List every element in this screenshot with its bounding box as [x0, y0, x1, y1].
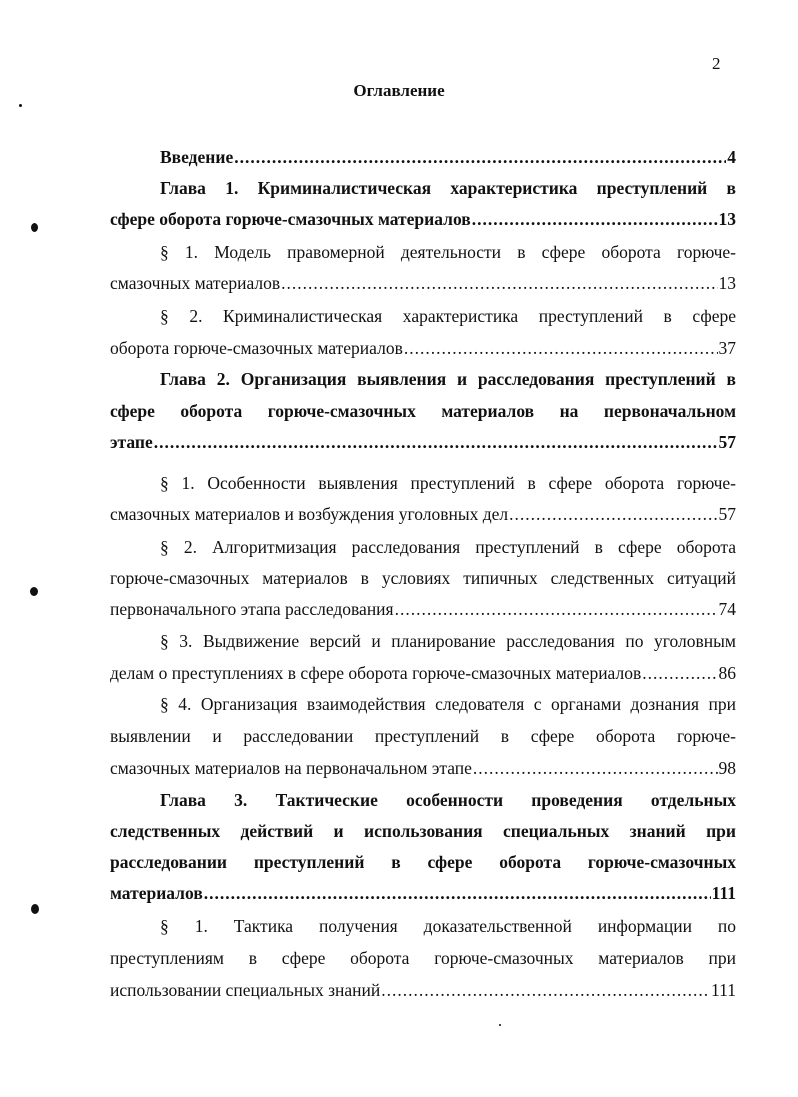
- dot-leader: [281, 272, 717, 294]
- scan-speck: [499, 1024, 501, 1026]
- toc-page-number: 13: [718, 209, 736, 229]
- dot-leader: [404, 337, 718, 359]
- toc-page-number: 4: [727, 147, 736, 167]
- dot-leader: [472, 208, 718, 230]
- dot-leader: [473, 757, 718, 779]
- toc-line: § 2. Криминалистическая характеристика преступлений в сфере: [160, 306, 736, 326]
- toc-line: горюче-смазочных материалов в условиях типичных следственных ситуаций: [110, 568, 736, 588]
- toc-page-number: 57: [718, 432, 736, 452]
- toc-line-last: [110, 431, 736, 453]
- toc-line: Глава 2. Организация выявления и расследования преступлений в: [160, 369, 736, 389]
- toc-line: выявлении и расследовании преступлений в сфере оборота горюче-: [110, 726, 736, 746]
- toc-entry-title: делам о преступлениях в сфере оборота горюче-смазочных материалов: [110, 663, 642, 683]
- toc-line-last: [110, 757, 736, 779]
- binder-hole-mark: [31, 904, 39, 914]
- toc-line-last: [110, 337, 736, 359]
- toc-line: Глава 1. Криминалистическая характеристика преступлений в: [160, 178, 736, 198]
- toc-entry-title: оборота горюче-смазочных материалов: [110, 338, 403, 358]
- dot-leader: [642, 662, 717, 684]
- toc-line: § 3. Выдвижение версий и планирование расследования по уголовным: [160, 631, 736, 651]
- toc-page-number: 57: [718, 504, 736, 524]
- toc-page-number: 98: [718, 758, 736, 778]
- toc-page-number: 74: [718, 599, 736, 619]
- toc-entry-title: использовании специальных знаний: [110, 980, 381, 1000]
- toc-page-number: 13: [718, 273, 736, 293]
- page-number: 2: [712, 54, 721, 73]
- binder-hole-mark: [31, 223, 38, 232]
- toc-page-number: 37: [718, 338, 736, 358]
- toc-entry-title: Введение: [160, 147, 234, 167]
- dot-leader: [395, 598, 718, 620]
- toc-line-last: [110, 662, 736, 684]
- toc-line: сфере оборота горюче-смазочных материалов на первоначальном: [110, 401, 736, 421]
- toc-entry-title: материалов: [110, 883, 203, 903]
- toc-entry-title: первоначального этапа расследования: [110, 599, 394, 619]
- toc-line: § 4. Организация взаимодействия следователя с органами дознания при: [160, 694, 736, 714]
- toc-line-last: [110, 208, 736, 230]
- toc-entry-title: смазочных материалов и возбуждения уголовных дел: [110, 504, 509, 524]
- toc-page-number: 111: [711, 980, 736, 1000]
- toc-entry-title: сфере оборота горюче-смазочных материалов: [110, 209, 471, 229]
- toc-line: следственных действий и использования специальных знаний при: [110, 821, 736, 841]
- toc-line: § 1. Тактика получения доказательственной информации по: [160, 916, 736, 936]
- toc-line-last: [110, 882, 736, 904]
- toc-line-last: [110, 979, 736, 1001]
- toc-entry-title: смазочных материалов: [110, 273, 281, 293]
- toc-line: Глава 3. Тактические особенности проведения отдельных: [160, 790, 736, 810]
- toc-line: § 2. Алгоритмизация расследования преступлений в сфере оборота: [160, 537, 736, 557]
- toc-page-number: 86: [718, 663, 736, 683]
- page-title: Оглавление: [353, 81, 445, 100]
- toc-page-number: 111: [711, 883, 736, 903]
- toc-line-last: [110, 598, 736, 620]
- dot-leader: [509, 503, 717, 525]
- binder-hole-mark: [30, 587, 38, 596]
- toc-line: § 1. Модель правомерной деятельности в сфере оборота горюче-: [160, 242, 736, 262]
- toc-line-last: [110, 503, 736, 525]
- toc-entry-title: смазочных материалов на первоначальном этапе: [110, 758, 472, 778]
- toc-line-last: [110, 272, 736, 294]
- scan-speck: [19, 104, 22, 107]
- toc-entry-intro: [160, 146, 736, 168]
- toc-line: преступлениям в сфере оборота горюче-смазочных материалов при: [110, 948, 736, 968]
- toc-line: расследовании преступлений в сфере оборота горюче-смазочных: [110, 852, 736, 872]
- dot-leader: [154, 431, 718, 453]
- dot-leader: [234, 146, 726, 168]
- dot-leader: [381, 979, 710, 1001]
- toc-entry-title: этапе: [110, 432, 153, 452]
- toc-line: § 1. Особенности выявления преступлений в сфере оборота горюче-: [160, 473, 736, 493]
- dot-leader: [204, 882, 711, 904]
